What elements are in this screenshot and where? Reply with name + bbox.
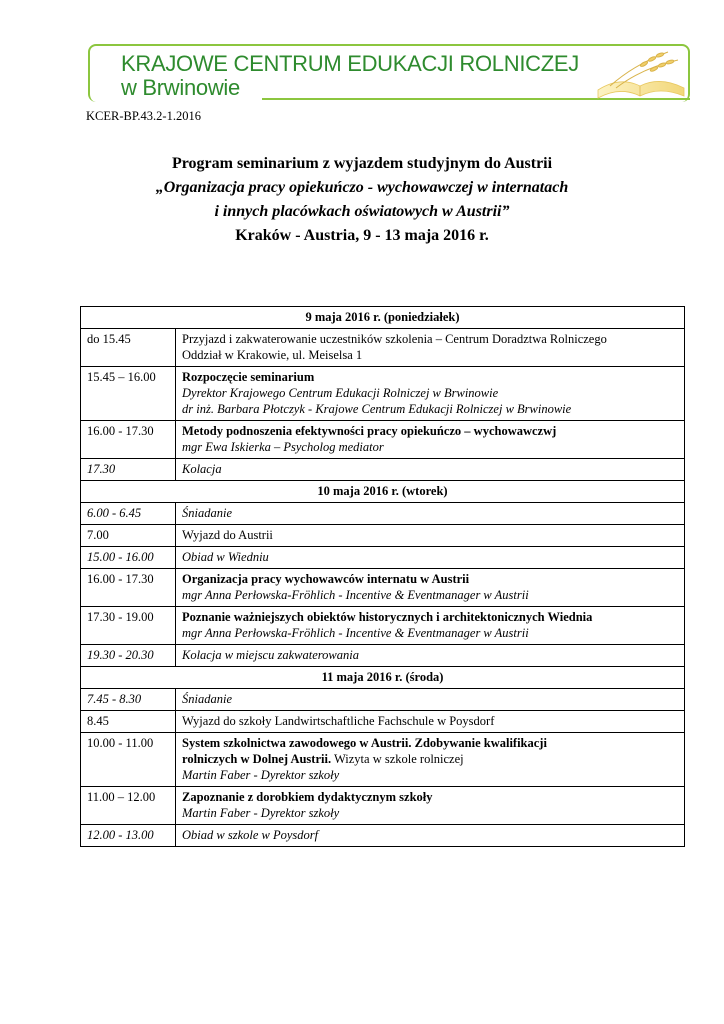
description-cell [176, 421, 685, 459]
description-cell [176, 329, 685, 367]
time-cell: 15.45 – 16.00 [81, 367, 176, 421]
time-cell: 19.30 - 20.30 [81, 645, 176, 667]
org-name-line2: w Brwinowie [121, 75, 240, 100]
time-cell: 6.00 - 6.45 [81, 503, 176, 525]
session-title: Zapoznanie z dorobkiem dydaktycznym szkoły [182, 790, 433, 804]
speaker-line: Martin Faber - Dyrektor szkoły [182, 806, 340, 820]
description-cell: Wyjazd do szkoły Landwirtschaftliche Fachschule w Poysdorf [176, 711, 685, 733]
table-row [81, 825, 685, 847]
time-cell: 11.00 – 12.00 [81, 787, 176, 825]
table-row [81, 607, 685, 645]
speaker-line: Dyrektor Krajowego Centrum Edukacji Rolniczej w Brwinowie [182, 386, 499, 400]
time-cell: 10.00 - 11.00 [81, 733, 176, 787]
description-line: Oddział w Krakowie, ul. Meiselsa 1 [182, 348, 363, 362]
description-cell: Kolacja w miejscu zakwaterowania [176, 645, 685, 667]
table-row [81, 645, 685, 667]
speaker-line: mgr Ewa Iskierka – Psycholog mediator [182, 440, 384, 454]
time-cell: do 15.45 [81, 329, 176, 367]
session-title-part: rolniczych w Dolnej Austrii. [182, 752, 332, 766]
time-cell: 17.30 [81, 459, 176, 481]
table-row [81, 733, 685, 787]
day-label: 10 maja 2016 r. (wtorek) [81, 481, 685, 503]
description-cell: Obiad w Wiedniu [176, 547, 685, 569]
table-row [81, 503, 685, 525]
description-cell [176, 607, 685, 645]
title-line1: Program seminarium z wyjazdem studyjnym do Austrii [171, 155, 553, 172]
wheat-book-logo-icon [590, 46, 690, 100]
description-cell [176, 569, 685, 607]
table-row [81, 711, 685, 733]
document-number: KCER-BP.43.2-1.2016 [86, 109, 201, 123]
title-line3: i innych placówkach oświatowych w Austrii” [214, 203, 510, 220]
time-cell: 7.00 [81, 525, 176, 547]
session-title-cont [182, 751, 678, 767]
day-label: 11 maja 2016 r. (środa) [81, 667, 685, 689]
description-cell: Obiad w szkole w Poysdorf [176, 825, 685, 847]
description-line: Przyjazd i zakwaterowanie uczestników szkolenia – Centrum Doradztwa Rolniczego [182, 332, 607, 346]
session-title: System szkolnictwa zawodowego w Austrii. Zdobywanie kwalifikacji [182, 736, 547, 750]
time-cell: 15.00 - 16.00 [81, 547, 176, 569]
table-row [81, 421, 685, 459]
time-cell: 16.00 - 17.30 [81, 569, 176, 607]
time-cell: 8.45 [81, 711, 176, 733]
time-cell: 17.30 - 19.00 [81, 607, 176, 645]
organization-name [121, 52, 579, 100]
table-row [81, 459, 685, 481]
day-header-row [81, 307, 685, 329]
time-cell: 7.45 - 8.30 [81, 689, 176, 711]
schedule-table [80, 306, 685, 847]
session-title: Poznanie ważniejszych obiektów historycznych i architektonicznych Wiednia [182, 610, 593, 624]
speaker-line: Martin Faber - Dyrektor szkoły [182, 768, 340, 782]
table-row [81, 569, 685, 607]
table-row [81, 547, 685, 569]
description-cell [176, 367, 685, 421]
description-cell: Śniadanie [176, 689, 685, 711]
description-cell [176, 733, 685, 787]
speaker-line: mgr Anna Perłowska-Fröhlich - Incentive & Eventmanager w Austrii [182, 588, 529, 602]
day-label: 9 maja 2016 r. (poniedziałek) [81, 307, 685, 329]
description-cell [176, 787, 685, 825]
speaker-line: dr inż. Barbara Płotczyk - Krajowe Centrum Edukacji Rolniczej w Brwinowie [182, 402, 572, 416]
session-title: Metody podnoszenia efektywności pracy opiekuńczo – wychowawczwj [182, 424, 557, 438]
time-cell: 12.00 - 13.00 [81, 825, 176, 847]
speaker-line: mgr Anna Perłowska-Fröhlich - Incentive & Eventmanager w Austrii [182, 626, 529, 640]
table-row [81, 787, 685, 825]
description-cell: Wyjazd do Austrii [176, 525, 685, 547]
session-title: Rozpoczęcie seminarium [182, 370, 315, 384]
table-row [81, 525, 685, 547]
time-cell: 16.00 - 17.30 [81, 421, 176, 459]
table-row [81, 689, 685, 711]
title-line4: Kraków - Austria, 9 - 13 maja 2016 r. [235, 227, 489, 244]
session-note: Wizyta w szkole rolniczej [331, 752, 464, 766]
title-line2: „Organizacja pracy opiekuńczo - wychowawczej w internatach [155, 179, 569, 196]
day-header-row [81, 481, 685, 503]
org-name-line1: KRAJOWE CENTRUM EDUKACJI ROLNICZEJ [121, 51, 579, 76]
table-row [81, 329, 685, 367]
table-row [81, 367, 685, 421]
description-cell: Śniadanie [176, 503, 685, 525]
session-title: Organizacja pracy wychowawców internatu w Austrii [182, 572, 470, 586]
program-title [0, 152, 724, 248]
description-cell: Kolacja [176, 459, 685, 481]
day-header-row [81, 667, 685, 689]
